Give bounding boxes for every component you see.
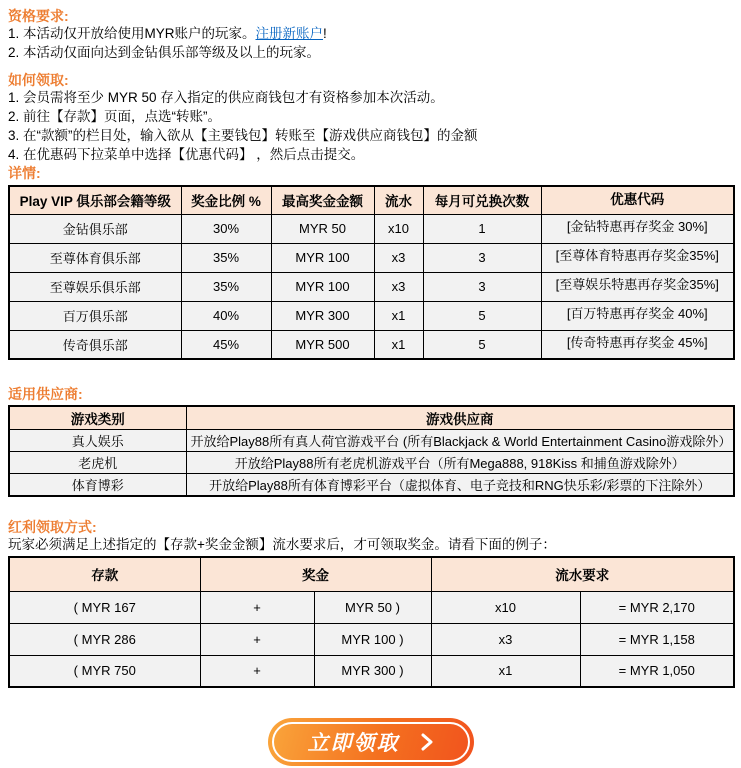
cell-multiplier: x10 [431,591,580,623]
cell-game-supplier: 开放给Play88所有老虎机游戏平台（所有Mega888, 918Kiss 和捕鱼游戏除外） [186,452,734,474]
cell-multiplier: x3 [431,623,580,655]
cell-game-supplier: 开放给Play88所有真人荷官游戏平台 (所有Blackjack & World Entertainment Casino游戏除外） [186,430,734,452]
col-header-deposit: 存款 [9,557,200,591]
col-header-vip-tier: Play VIP 俱乐部会籍等级 [9,186,181,214]
eligibility-item-1-suffix: ! [323,26,327,41]
cell-bonus-percent: 40% [181,301,271,330]
bonus-example-table [8,556,735,688]
table-header-row [9,406,734,430]
cell-bonus: MYR 300 ) [314,655,431,687]
cell-promo-code: [至尊娱乐特惠再存奖金35%] [541,272,734,301]
cell-redemptions: 1 [423,214,541,243]
vip-details-table [8,185,735,360]
cell-deposit: ( MYR 750 [9,655,200,687]
cell-redemptions: 5 [423,301,541,330]
cell-max-bonus: MYR 100 [271,272,374,301]
cell-game-category: 真人娱乐 [9,430,186,452]
cell-rollover: x10 [374,214,423,243]
table-row [9,243,734,272]
cell-rollover: x3 [374,243,423,272]
cell-multiplier: x1 [431,655,580,687]
cell-promo-code: [百万特惠再存奖金 40%] [541,301,734,330]
cell-max-bonus: MYR 50 [271,214,374,243]
cell-max-bonus: MYR 100 [271,243,374,272]
cell-bonus-percent: 45% [181,330,271,359]
claim-now-button[interactable] [268,718,474,766]
cta-container [8,718,733,766]
cell-total: = MYR 1,158 [580,623,734,655]
how-to-claim-step-1: 1. 会员需将至少 MYR 50 存入指定的供应商钱包才有资格参加本次活动。 [8,90,444,105]
cell-tier: 金钻俱乐部 [9,214,181,243]
cell-tier: 传奇俱乐部 [9,330,181,359]
table-row [9,452,734,474]
col-header-promo-code: 优惠代码 [541,186,734,214]
cell-rollover: x3 [374,272,423,301]
cell-game-category: 老虎机 [9,452,186,474]
how-to-claim-step-2: 2. 前往【存款】页面，点选“转账”。 [8,109,222,124]
cell-tier: 至尊娱乐俱乐部 [9,272,181,301]
table-header-row [9,557,734,591]
eligibility-item-1-text: 1. 本活动仅开放给使用MYR账户的玩家。 [8,26,256,41]
bonus-claim-heading: 红利领取方式: [8,519,97,535]
col-header-game-category: 游戏类别 [9,406,186,430]
cell-plus: + [200,655,314,687]
eligibility-heading: 资格要求: [8,8,69,24]
cell-game-supplier: 开放给Play88所有体育博彩平台（虚拟体育、电子竞技和RNG快乐彩/彩票的下注除外） [186,474,734,497]
col-header-bonus: 奖金 [200,557,431,591]
eligibility-item-1 [8,24,733,43]
suppliers-heading: 适用供应商: [8,386,83,402]
how-to-claim-heading: 如何领取: [8,72,69,88]
cell-redemptions: 5 [423,330,541,359]
cell-redemptions: 3 [423,272,541,301]
chevron-right-icon [420,732,434,752]
cell-promo-code: [至尊体育特惠再存奖金35%] [541,243,734,272]
table-row [9,214,734,243]
cell-deposit: ( MYR 167 [9,591,200,623]
cell-rollover: x1 [374,301,423,330]
cell-total: = MYR 2,170 [580,591,734,623]
cell-max-bonus: MYR 300 [271,301,374,330]
eligibility-item-2: 2. 本活动仅面向达到金钻俱乐部等级及以上的玩家。 [8,45,321,60]
cell-promo-code: [金钻特惠再存奖金 30%] [541,214,734,243]
how-to-claim-step-3: 3. 在“款额”的栏目处，输入欲从【主要钱包】转账至【游戏供应商钱包】的金额 [8,128,478,143]
cell-game-category: 体育博彩 [9,474,186,497]
table-row [9,272,734,301]
cell-rollover: x1 [374,330,423,359]
cell-deposit: ( MYR 286 [9,623,200,655]
table-row [9,330,734,359]
col-header-max-bonus: 最高奖金金额 [271,186,374,214]
table-row [9,301,734,330]
how-to-claim-step-4: 4. 在优惠码下拉菜单中选择【优惠代码】 ，然后点击提交。 [8,147,365,162]
cell-redemptions: 3 [423,243,541,272]
col-header-monthly-redemptions: 每月可兑换次数 [423,186,541,214]
register-new-account-link[interactable]: 注册新账户 [255,26,324,41]
table-row [9,430,734,452]
cell-tier: 至尊体育俱乐部 [9,243,181,272]
cell-total: = MYR 1,050 [580,655,734,687]
col-header-rollover-requirement: 流水要求 [431,557,734,591]
bonus-claim-description: 玩家必须满足上述指定的【存款+奖金金额】流水要求后，才可领取奖金。请看下面的例子： [8,537,556,552]
cell-plus: + [200,591,314,623]
details-heading: 详情: [8,165,41,181]
col-header-game-supplier: 游戏供应商 [186,406,734,430]
col-header-bonus-percent: 奖金比例 % [181,186,271,214]
col-header-rollover: 流水 [374,186,423,214]
cell-promo-code: [传奇特惠再存奖金 45%] [541,330,734,359]
suppliers-table [8,405,735,497]
table-row [9,474,734,497]
claim-now-label: 立即领取 [307,732,400,755]
table-row [9,591,734,623]
cell-bonus-percent: 35% [181,243,271,272]
cell-max-bonus: MYR 500 [271,330,374,359]
cell-bonus: MYR 100 ) [314,623,431,655]
table-row [9,623,734,655]
cell-tier: 百万俱乐部 [9,301,181,330]
cell-bonus-percent: 35% [181,272,271,301]
cell-bonus: MYR 50 ) [314,591,431,623]
cell-bonus-percent: 30% [181,214,271,243]
cell-plus: + [200,623,314,655]
table-header-row [9,186,734,214]
table-row [9,655,734,687]
